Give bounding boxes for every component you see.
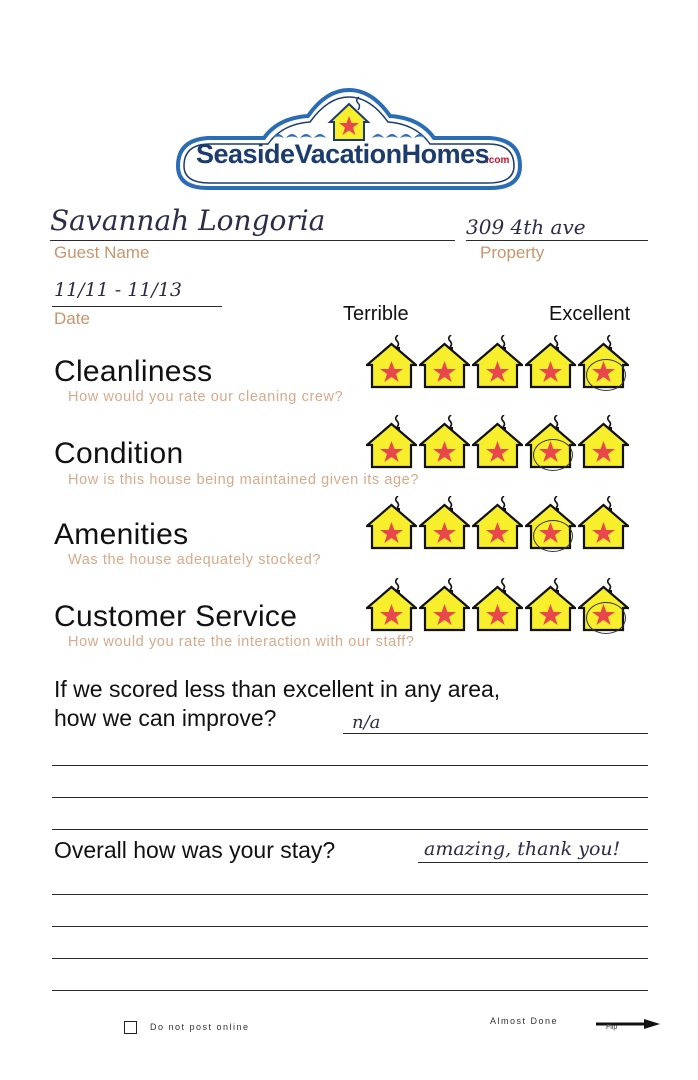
house-star-icon[interactable]: [525, 335, 576, 389]
rating-category: Condition: [54, 437, 184, 470]
property-label: Property: [480, 243, 545, 262]
house-star-icon[interactable]: [578, 335, 629, 389]
property-handwritten: 309 4th ave: [466, 215, 586, 239]
selected-circle-mark: [586, 602, 626, 634]
house-star-icon[interactable]: [525, 415, 576, 469]
selected-circle-mark: [586, 359, 626, 391]
house-star-icon[interactable]: [472, 578, 523, 632]
guest-name-handwritten: Savannah Longoria: [50, 204, 326, 237]
write-line: [52, 829, 648, 830]
rating-question: How would you rate our cleaning crew?: [68, 389, 344, 405]
brand-logo: [168, 88, 530, 198]
overall-answer-handwritten: amazing, thank you!: [424, 838, 621, 860]
improve-prompt-line1: If we scored less than excellent in any area,: [54, 676, 501, 702]
house-star-icon[interactable]: [472, 496, 523, 550]
rating-row-amenities: [366, 496, 629, 550]
house-star-icon[interactable]: [578, 578, 629, 632]
house-star-icon[interactable]: [525, 496, 576, 550]
write-line: [52, 797, 648, 798]
write-line: [52, 958, 648, 959]
house-star-icon[interactable]: [366, 335, 417, 389]
scale-low-label: Terrible: [343, 303, 409, 325]
house-star-icon[interactable]: [472, 415, 523, 469]
selected-circle-mark: [533, 439, 573, 471]
rating-row-customer-service: [366, 578, 629, 632]
write-line: [52, 990, 648, 991]
rating-question: How is this house being maintained given its age?: [68, 472, 420, 488]
improve-prompt-line2: how we can improve?: [54, 705, 277, 731]
rating-category: Customer Service: [54, 600, 298, 633]
house-star-icon[interactable]: [419, 335, 470, 389]
house-star-icon[interactable]: [419, 415, 470, 469]
write-line: [52, 926, 648, 927]
do-not-post-checkbox[interactable]: [124, 1021, 137, 1034]
guest-name-label: Guest Name: [54, 243, 150, 262]
date-handwritten: 11/11 - 11/13: [54, 279, 183, 301]
selected-circle-mark: [533, 520, 573, 552]
house-star-icon[interactable]: [366, 496, 417, 550]
rating-question: How would you rate the interaction with our staff?: [68, 634, 415, 650]
overall-prompt: Overall how was your stay?: [54, 837, 336, 863]
brand-dotcom: .com: [486, 155, 510, 166]
property-line: [466, 240, 648, 241]
house-star-icon[interactable]: [419, 496, 470, 550]
house-star-icon[interactable]: [578, 496, 629, 550]
scale-high-label: Excellent: [549, 303, 631, 325]
house-star-icon[interactable]: [419, 578, 470, 632]
date-label: Date: [54, 309, 90, 328]
do-not-post-label: Do not post online: [150, 1022, 250, 1032]
rating-row-condition: [366, 415, 629, 469]
house-star-icon[interactable]: [472, 335, 523, 389]
almost-done-label: Almost Done: [490, 1016, 559, 1026]
house-star-icon[interactable]: [366, 578, 417, 632]
house-star-icon[interactable]: [366, 415, 417, 469]
overall-answer-line: [418, 862, 648, 863]
rating-row-cleanliness: [366, 335, 629, 389]
house-star-icon[interactable]: [525, 578, 576, 632]
guest-name-line: [50, 240, 455, 241]
write-line: [52, 894, 648, 895]
improve-answer-line: [343, 733, 648, 734]
rating-category: Amenities: [54, 518, 189, 551]
date-line: [52, 306, 222, 307]
brand-name: SeasideVacationHomes: [196, 139, 490, 169]
flip-label: Flip: [606, 1024, 618, 1031]
house-star-icon[interactable]: [578, 415, 629, 469]
write-line: [52, 765, 648, 766]
improve-answer-handwritten: n/a: [352, 712, 381, 733]
rating-category: Cleanliness: [54, 355, 213, 388]
rating-question: Was the house adequately stocked?: [68, 552, 322, 568]
